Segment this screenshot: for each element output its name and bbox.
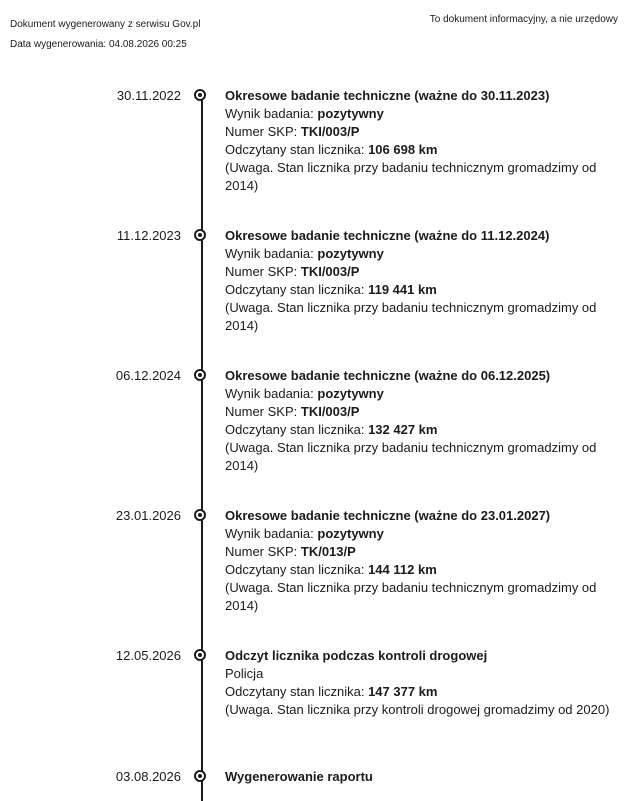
generated-value: 04.08.2026 00:25	[108, 39, 187, 50]
event-note: (Uwaga. Stan licznika przy badaniu technicznym gromadzimy od 2014)	[225, 580, 597, 613]
odometer-label: Odczytany stan licznika:	[225, 142, 365, 157]
skp-label: Numer SKP:	[225, 404, 298, 419]
result-value: pozytywny	[317, 526, 384, 541]
event-skp	[225, 263, 620, 281]
event-skp	[225, 123, 620, 141]
result-value: pozytywny	[317, 106, 384, 121]
timeline-dot-icon	[194, 229, 206, 241]
event-note: (Uwaga. Stan licznika przy badaniu technicznym gromadzimy od 2014)	[225, 160, 597, 193]
result-value: pozytywny	[317, 246, 384, 261]
event-note: (Uwaga. Stan licznika przy badaniu technicznym gromadzimy od 2014)	[225, 300, 597, 333]
source-text: Dokument wygenerowany z serwisu Gov.pl	[10, 19, 201, 30]
odometer-label: Odczytany stan licznika:	[225, 562, 365, 577]
event-odometer	[225, 141, 620, 159]
event-title: Okresowe badanie techniczne (ważne do 11.12.2024)	[225, 228, 550, 243]
event-details	[225, 647, 620, 719]
event-date: 11.12.2023	[116, 228, 181, 243]
result-label: Wynik badania:	[225, 246, 314, 261]
timeline-dot-icon	[194, 649, 206, 661]
timeline-dot-icon	[194, 770, 206, 782]
event-details	[225, 227, 620, 335]
skp-value: TKI/003/P	[300, 404, 360, 419]
skp-label: Numer SKP:	[225, 124, 298, 139]
generated-label: Data wygenerowania:	[10, 39, 107, 50]
odometer-label: Odczytany stan licznika:	[225, 684, 365, 699]
timeline-dot-icon	[194, 369, 206, 381]
event-authority: Policja	[225, 666, 264, 681]
event-date: 12.05.2026	[115, 648, 181, 663]
skp-label: Numer SKP:	[225, 264, 298, 279]
event-details	[225, 507, 620, 615]
event-result	[225, 245, 620, 263]
odometer-value: 119 441 km	[368, 282, 437, 297]
skp-value: TK/013/P	[300, 544, 356, 559]
event-skp	[225, 543, 620, 561]
event-odometer	[225, 421, 620, 439]
event-result	[225, 105, 620, 123]
event-date: 23.01.2026	[115, 508, 181, 523]
event-odometer	[225, 683, 620, 701]
result-label: Wynik badania:	[225, 526, 314, 541]
result-label: Wynik badania:	[225, 106, 314, 121]
skp-value: TKI/003/P	[300, 264, 360, 279]
event-date: 06.12.2024	[115, 368, 181, 383]
event-result	[225, 525, 620, 543]
event-note: (Uwaga. Stan licznika przy kontroli drogowej gromadzimy od 2020)	[225, 702, 610, 717]
result-value: pozytywny	[317, 386, 384, 401]
event-details	[225, 768, 620, 786]
event-title: Okresowe badanie techniczne (ważne do 30.11.2023)	[225, 88, 550, 103]
event-title: Odczyt licznika podczas kontroli drogowej	[225, 648, 488, 663]
event-result	[225, 385, 620, 403]
odometer-value: 147 377 km	[368, 684, 438, 699]
event-date: 03.08.2026	[115, 769, 181, 784]
result-label: Wynik badania:	[225, 386, 314, 401]
timeline-dot-icon	[194, 89, 206, 101]
timeline-line	[201, 95, 203, 801]
event-odometer	[225, 561, 620, 579]
event-title: Okresowe badanie techniczne (ważne do 06.12.2025)	[225, 368, 551, 383]
odometer-label: Odczytany stan licznika:	[225, 422, 365, 437]
event-details	[225, 367, 620, 475]
timeline-dot-icon	[194, 509, 206, 521]
informational-note: To dokument informacyjny, a nie urzędowy	[429, 14, 618, 25]
skp-label: Numer SKP:	[225, 544, 298, 559]
event-title: Okresowe badanie techniczne (ważne do 23.01.2027)	[225, 508, 551, 523]
event-skp	[225, 403, 620, 421]
event-details	[225, 87, 620, 195]
odometer-value: 132 427 km	[368, 422, 438, 437]
event-odometer	[225, 281, 620, 299]
odometer-value: 106 698 km	[368, 142, 438, 157]
odometer-value: 144 112 km	[368, 562, 437, 577]
event-date: 30.11.2022	[116, 88, 181, 103]
event-title: Wygenerowanie raportu	[225, 769, 373, 784]
event-note: (Uwaga. Stan licznika przy badaniu technicznym gromadzimy od 2014)	[225, 440, 597, 473]
odometer-label: Odczytany stan licznika:	[225, 282, 365, 297]
skp-value: TKI/003/P	[300, 124, 360, 139]
